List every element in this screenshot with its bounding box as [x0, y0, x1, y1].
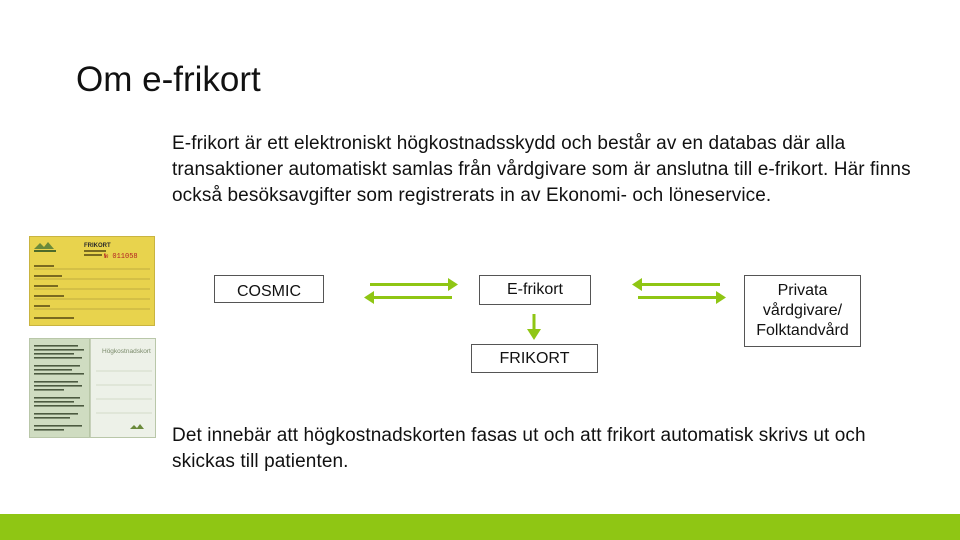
frikort-card-image — [29, 236, 155, 326]
hogkostnadskort-drawing — [30, 339, 156, 438]
arrow-down-head — [527, 329, 541, 340]
card-header-text: FRIKORT — [84, 243, 111, 249]
arrow-cosmic-efrikort — [364, 276, 458, 306]
privata-vardgivare-box: Privata vårdgivare/ Folktandvård — [744, 275, 861, 347]
conclusion-paragraph: Det innebär att högkostnadskorten fasas ut och att frikort automatisk skrivs ut och skickas till patienten. — [172, 425, 866, 472]
efrikort-box: E-frikort — [479, 275, 591, 305]
arrow-left-shaft — [368, 296, 452, 299]
green-card-header-text: Högkostnadskort — [102, 348, 151, 355]
card-number-text: № 011058 — [104, 253, 138, 261]
frikort-card-drawing — [30, 237, 155, 326]
arrow-efrikort-frikort — [526, 314, 542, 340]
arrow-right-head — [716, 291, 726, 304]
frikort-box: FRIKORT — [471, 344, 598, 373]
bottom-accent-bar — [0, 514, 960, 540]
arrow-down-shaft — [533, 314, 536, 330]
arrow-left-head — [632, 278, 642, 291]
slide-title: Om e-frikort — [76, 60, 261, 99]
arrow-left-head — [364, 291, 374, 304]
arrow-right-shaft — [638, 296, 722, 299]
hogkostnadskort-image — [29, 338, 156, 438]
arrow-efrikort-privata — [632, 276, 726, 306]
intro-paragraph: E-frikort är ett elektroniskt högkostnadsskydd och består av en databas där alla transaktioner automatiskt samlas från vårdgivare som är anslutna till e-frikort. Här finns också besöksavgifter som registrerats in av Ekonomi- och löneservice. — [172, 133, 911, 206]
arrow-right-shaft — [370, 283, 454, 286]
arrow-right-head — [448, 278, 458, 291]
arrow-left-shaft — [636, 283, 720, 286]
cosmic-box: COSMIC — [214, 275, 324, 303]
